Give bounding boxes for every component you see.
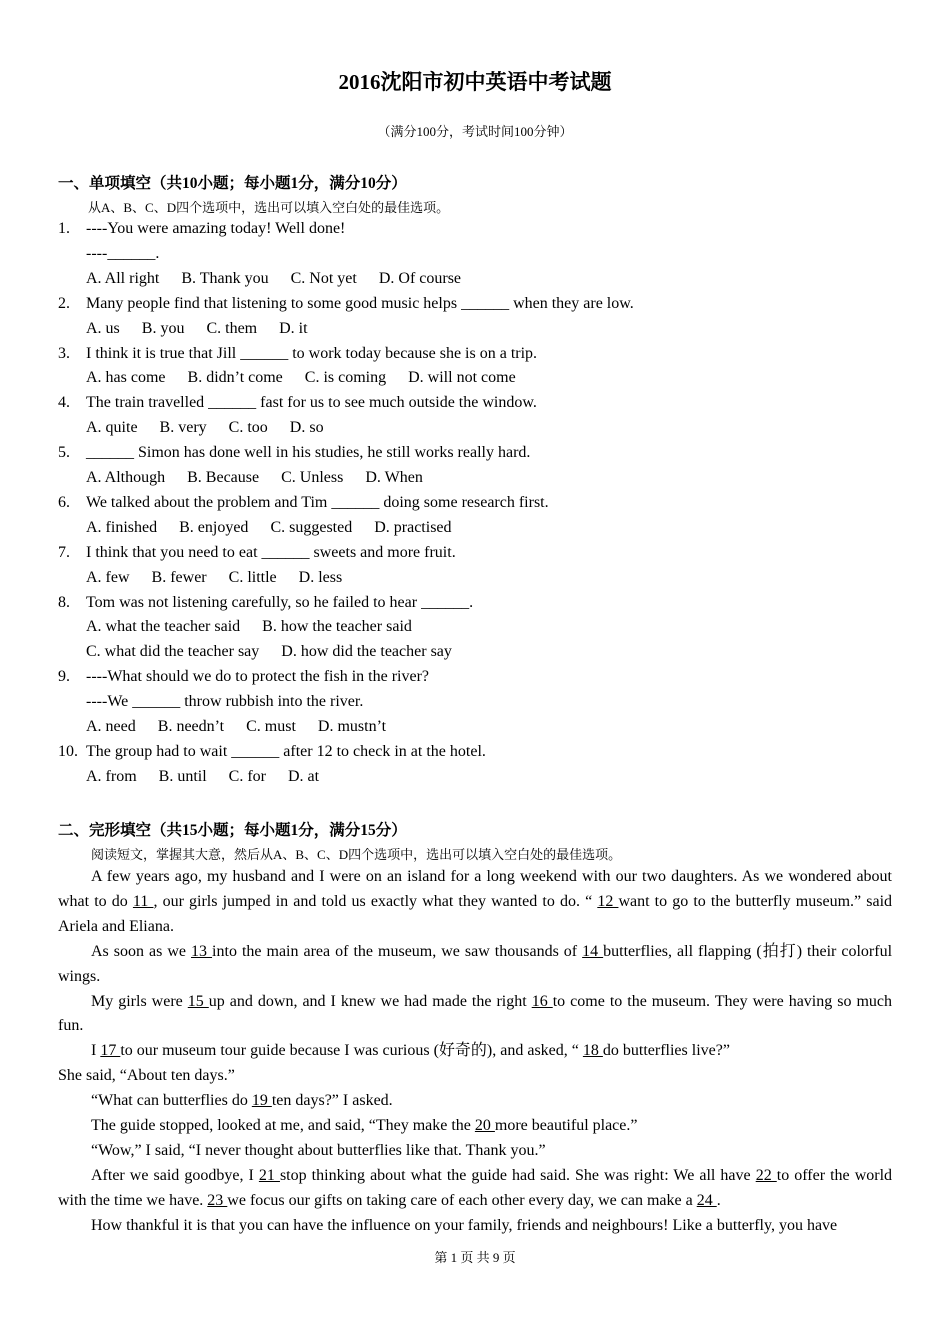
answer-options bbox=[86, 768, 341, 786]
answer-option[interactable]: D. will not come bbox=[408, 369, 516, 387]
blank-number: 14 bbox=[582, 942, 604, 960]
blank-number: 19 bbox=[251, 1092, 272, 1110]
answer-option[interactable]: A. few bbox=[86, 568, 130, 586]
blank-number: 22 bbox=[755, 1166, 777, 1184]
answer-options bbox=[86, 718, 408, 736]
answer-option[interactable]: D. When bbox=[365, 469, 423, 486]
answer-option[interactable]: D. mustn’t bbox=[317, 718, 387, 735]
answer-option[interactable]: B. you bbox=[141, 319, 185, 337]
question-text: Many people find that listening to some good music helps ______ when they are low. bbox=[86, 294, 634, 312]
question-number: 5. bbox=[58, 444, 70, 462]
section1-instruction: 从A、B、C、D四个选项中，选出可以填入空白处的最佳选项。 bbox=[88, 200, 450, 215]
answer-option[interactable]: B. until bbox=[158, 767, 207, 785]
question-number: 10. bbox=[58, 742, 78, 760]
answer-option[interactable]: C. must bbox=[246, 718, 296, 735]
question-text: I think it is true that Jill ______ to work today because she is on a trip. bbox=[86, 344, 538, 362]
answer-option[interactable]: B. Because bbox=[187, 469, 260, 486]
answer-option[interactable]: A. from bbox=[86, 767, 137, 785]
question-text: ----______. bbox=[86, 244, 160, 262]
answer-option[interactable]: B. enjoyed bbox=[179, 518, 249, 536]
page-title: 2016沈阳市初中英语中考试题 bbox=[338, 70, 612, 94]
answer-option[interactable]: A. finished bbox=[86, 518, 158, 536]
passage-paragraph: She said, “About ten days.” bbox=[58, 1067, 235, 1085]
blank-number: 16 bbox=[531, 992, 553, 1010]
blank-number: 23 bbox=[207, 1191, 228, 1209]
blank-number: 18 bbox=[582, 1042, 603, 1060]
answer-option[interactable]: A. Although bbox=[86, 469, 166, 486]
answer-option[interactable]: D. at bbox=[288, 767, 320, 785]
answer-option[interactable]: A. All right bbox=[86, 269, 160, 287]
question-number: 6. bbox=[58, 493, 70, 511]
passage-paragraph: After we said goodbye, I 21 stop thinking about what the guide had said. She was right: We all have 22 to offer the world with the time we have. 23 we focus our gifts on taking care of each other every day, we can make a 24 . bbox=[58, 1166, 893, 1209]
answer-option[interactable]: A. what the teacher said bbox=[86, 618, 241, 636]
question-number: 2. bbox=[58, 294, 70, 312]
answer-option[interactable]: B. fewer bbox=[151, 568, 207, 586]
question-number: 4. bbox=[58, 394, 70, 412]
section2-instruction: 阅读短文，掌握其大意，然后从A、B、C、D四个选项中，选出可以填入空白处的最佳选项。 bbox=[91, 847, 622, 862]
answer-option[interactable]: A. quite bbox=[86, 419, 138, 437]
answer-option[interactable]: C. them bbox=[206, 319, 258, 337]
passage-paragraph: I 17 to our museum tour guide because I was curious (好奇的), and asked, “ 18 do butterflies live?” bbox=[91, 1042, 730, 1060]
question-text: I think that you need to eat ______ sweets and more fruit. bbox=[86, 543, 456, 561]
answer-options bbox=[86, 643, 474, 661]
section1-heading: 一、单项填空（共10小题；每小题1分，满分10分） bbox=[58, 175, 407, 192]
question-text: We talked about the problem and Tim ______ doing some research first. bbox=[86, 493, 549, 511]
exam-info: （满分100分，考试时间100分钟） bbox=[377, 124, 573, 139]
question-text: Tom was not listening carefully, so he failed to hear ______. bbox=[86, 593, 474, 611]
question-text: ----You were amazing today! Well done! bbox=[86, 220, 346, 237]
blank-number: 13 bbox=[191, 942, 213, 960]
question-text: The train travelled ______ fast for us to see much outside the window. bbox=[86, 394, 537, 412]
answer-option[interactable]: C. for bbox=[228, 767, 266, 785]
passage-paragraph: How thankful it is that you can have the influence on your family, friends and neighbours! Like a butterfly, you have bbox=[91, 1216, 838, 1234]
answer-option[interactable]: B. didn’t come bbox=[187, 369, 283, 387]
blank-number: 24 bbox=[696, 1191, 717, 1209]
question-text: ----We ______ throw rubbish into the river. bbox=[86, 693, 364, 711]
answer-options bbox=[86, 469, 445, 487]
answer-option[interactable]: D. so bbox=[289, 419, 324, 437]
answer-option[interactable]: D. how did the teacher say bbox=[281, 643, 452, 661]
question-number: 7. bbox=[58, 543, 70, 561]
answer-option[interactable]: D. practised bbox=[374, 518, 452, 536]
answer-options bbox=[86, 320, 330, 338]
answer-options bbox=[86, 618, 434, 636]
question-number: 9. bbox=[58, 668, 70, 686]
question-number: 8. bbox=[58, 593, 70, 611]
answer-option[interactable]: C. suggested bbox=[270, 518, 353, 536]
question-number: 1. bbox=[58, 220, 70, 237]
answer-option[interactable]: C. too bbox=[228, 419, 268, 437]
question-text: The group had to wait ______ after 12 to check in at the hotel. bbox=[86, 742, 486, 760]
page-footer: 第 1 页 共 9 页 bbox=[434, 1250, 516, 1265]
answer-options bbox=[86, 569, 364, 587]
section2-heading: 二、完形填空（共15小题；每小题1分，满分15分） bbox=[58, 822, 407, 839]
passage-paragraph: A few years ago, my husband and I were on an island for a long weekend with our two daughters. As we wondered about what to do 11 , our girls jumped in and told us exactly what they wanted to do. “ 12 want to go to the butterfly museum.” said Ariela and Eliana. bbox=[58, 868, 893, 935]
blank-number: 12 bbox=[597, 892, 619, 910]
answer-option[interactable]: C. Not yet bbox=[290, 269, 357, 287]
answer-option[interactable]: D. less bbox=[298, 568, 343, 586]
passage-paragraph: “What can butterflies do 19 ten days?” I asked. bbox=[91, 1092, 393, 1110]
blank-number: 11 bbox=[132, 892, 154, 910]
answer-option[interactable]: B. Thank you bbox=[181, 269, 269, 287]
answer-options bbox=[86, 369, 538, 387]
blank-number: 20 bbox=[474, 1117, 495, 1135]
answer-option[interactable]: A. has come bbox=[86, 369, 166, 387]
question-text: ----What should we do to protect the fish in the river? bbox=[86, 668, 429, 686]
cloze-passage bbox=[58, 865, 892, 1239]
answer-option[interactable]: B. very bbox=[159, 419, 207, 437]
answer-option[interactable]: D. Of course bbox=[378, 269, 462, 287]
answer-option[interactable]: C. what did the teacher say bbox=[86, 643, 260, 661]
blank-number: 15 bbox=[187, 992, 209, 1010]
blank-number: 17 bbox=[100, 1042, 121, 1060]
answer-option[interactable]: C. Unless bbox=[281, 469, 344, 486]
question-number: 3. bbox=[58, 344, 70, 362]
passage-paragraph: My girls were 15 up and down, and I knew we had made the right 16 to come to the museum. They were having so much fun. bbox=[58, 992, 893, 1035]
blank-number: 21 bbox=[258, 1166, 280, 1184]
passage-paragraph: As soon as we 13 into the main area of the museum, we saw thousands of 14 butterflies, all flapping (拍打) their colorful wings. bbox=[58, 942, 893, 985]
passage-paragraph: The guide stopped, looked at me, and said, “They make the 20 more beautiful place.” bbox=[91, 1117, 638, 1135]
passage-paragraph: “Wow,” I said, “I never thought about butterflies like that. Thank you.” bbox=[91, 1141, 546, 1159]
answer-option[interactable]: B. how the teacher said bbox=[262, 618, 412, 636]
answer-option[interactable]: A. us bbox=[86, 319, 120, 337]
answer-options bbox=[86, 519, 474, 537]
answer-option[interactable]: C. little bbox=[228, 568, 277, 586]
answer-option[interactable]: C. is coming bbox=[304, 369, 387, 387]
answer-options bbox=[86, 419, 346, 437]
answer-options bbox=[86, 270, 483, 288]
question-text: ______ Simon has done well in his studies, he still works really hard. bbox=[86, 444, 531, 462]
answer-option[interactable]: A. need bbox=[86, 718, 136, 735]
answer-option[interactable]: B. needn’t bbox=[157, 718, 225, 735]
answer-option[interactable]: D. it bbox=[279, 319, 308, 337]
